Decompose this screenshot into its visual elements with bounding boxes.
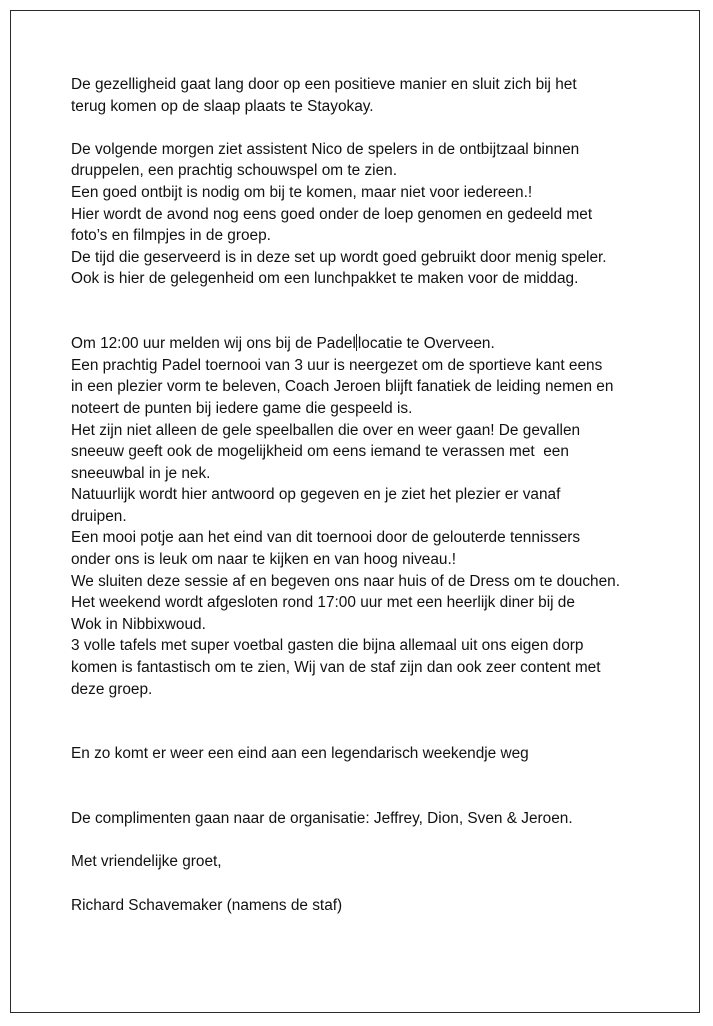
document-page [10,10,700,1013]
paragraph-gap [71,700,661,743]
text-line: De volgende morgen ziet assistent Nico de spelers in de ontbijtzaal binnen [71,140,580,158]
text-line: komen is fantastisch om te zien, Wij van de staf zijn dan ook zeer content met [71,659,601,677]
text-line: 3 volle tafels met super voetbal gasten die bijna allemaal uit ons eigen dorp [71,637,584,655]
text-line: Ook is hier de gelegenheid om een lunchpakket te maken voor de middag. [71,270,579,288]
text-line: noteert de punten bij iedere game die gespeeld is. [71,399,413,417]
text-line: Een mooi potje aan het eind van dit toernooi door de gelouterde tennissers [71,529,581,547]
text-line: in een plezier vorm te beleven, Coach Jeroen blijft fanatiek de leiding nemen en [71,378,614,396]
text-line: Wok in Nibbixwoud. [71,615,206,633]
text-before-cursor: Om 12:00 uur melden wij ons bij de Padel [71,335,356,353]
text-line: Het weekend wordt afgesloten rond 17:00 uur met een heerlijk diner bij de [71,594,575,612]
text-line: onder ons is leuk om naar te kijken en van hoog niveau.! [71,551,457,569]
paragraph-compliments [71,808,661,830]
text-line: Met vriendelijke groet, [71,853,222,871]
text-line: druipen. [71,507,127,525]
paragraph-stayokay [71,74,661,117]
text-line: Een goed ontbijt is nodig om bij te komen, maar niet voor iedereen.! [71,183,533,201]
text-line: Het zijn niet alleen de gele speelballen die over en weer gaan! De gevallen [71,421,581,439]
paragraph-gap [71,873,661,895]
paragraph-signature [71,895,661,917]
text-line: Een prachtig Padel toernooi van 3 uur is neergezet om de sportieve kant eens [71,356,603,374]
paragraph-padel[interactable] [71,333,661,700]
text-line: terug komen op de slaap plaats te Stayokay. [71,97,374,115]
signature-line: Richard Schavemaker (namens de staf) [71,896,343,914]
paragraph-closing [71,743,661,765]
text-line: De complimenten gaan naar de organisatie: Jeffrey, Dion, Sven & Jeroen. [71,810,573,828]
text-line: Natuurlijk wordt hier antwoord op gegeven en je ziet het plezier er vanaf [71,486,561,504]
text-line: En zo komt er weer een eind aan een legendarisch weekendje weg [71,745,529,763]
text-line: druppelen, een prachtig schouwspel om te zien. [71,162,397,180]
text-line-with-cursor[interactable] [71,333,661,355]
text-line: foto’s en filmpjes in de groep. [71,227,271,245]
text-line: We sluiten deze sessie af en begeven ons naar huis of de Dress om te douchen. [71,572,620,590]
paragraph-breakfast [71,139,661,290]
text-line: sneeuwbal in je nek. [71,464,211,482]
paragraph-greeting [71,851,661,873]
text-after-cursor: locatie te Overveen. [357,335,495,353]
paragraph-gap [71,117,661,139]
text-line: De tijd die geserveerd is in deze set up wordt goed gebruikt door menig speler. [71,248,607,266]
text-line: deze groep. [71,680,153,698]
text-line: Hier wordt de avond nog eens goed onder de loep genomen en gedeeld met [71,205,593,223]
text-line: De gezelligheid gaat lang door op een positieve manier en sluit zich bij het [71,76,577,93]
document-body [71,74,661,916]
paragraph-gap [71,290,661,333]
text-line: sneeuw geeft ook de mogelijkheid om eens iemand te verassen met een [71,443,569,461]
paragraph-gap [71,765,661,808]
paragraph-gap [71,830,661,852]
